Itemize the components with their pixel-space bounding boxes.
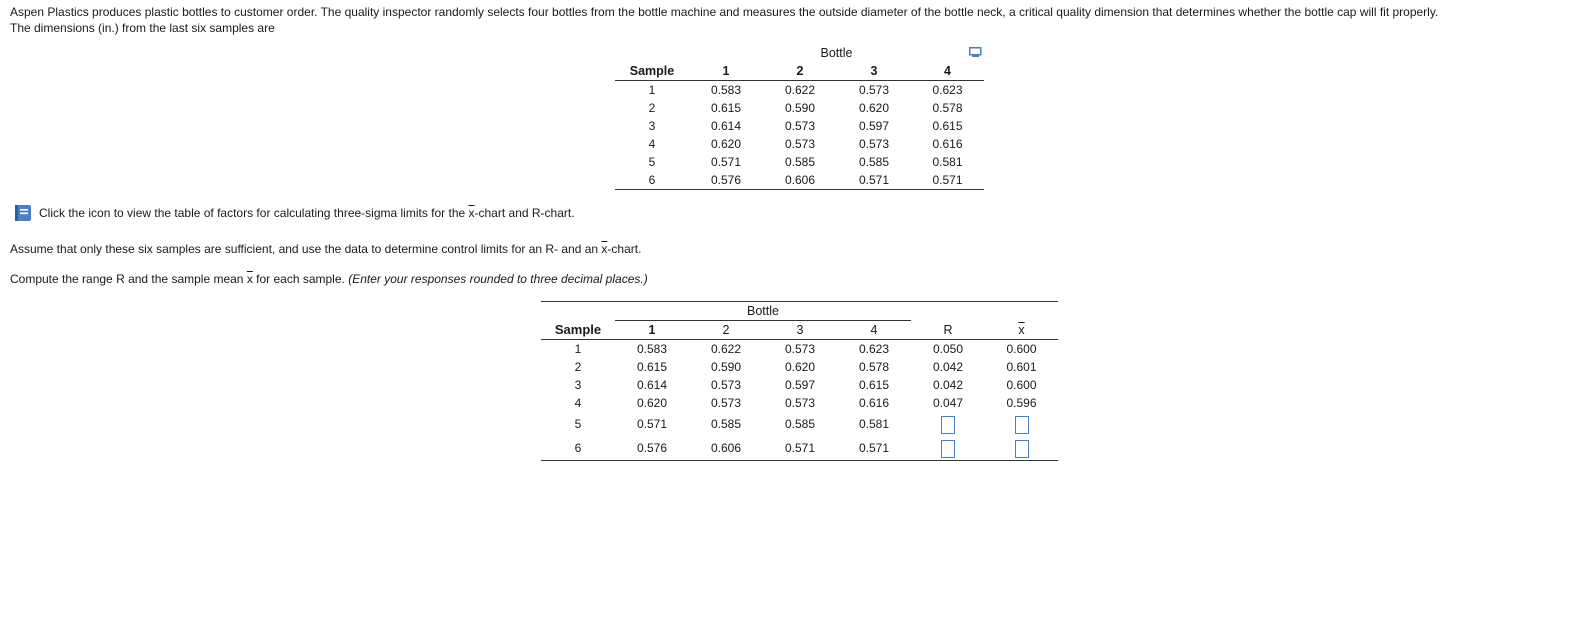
table-cell: 0.585 [784,417,816,431]
sample-number: 4 [648,137,656,151]
table-cell: 0.573 [784,342,816,356]
table-cell: 0.614 [636,378,668,392]
sample-column-header: Sample [541,321,615,340]
sample-data-table [615,44,984,190]
sample-number: 1 [648,83,656,97]
table-cell: 0.576 [615,436,689,461]
table-row [615,81,984,100]
bottle-group-header: Bottle [820,46,853,60]
x-bar-symbol: $\overline{x}$ [246,272,253,286]
table-cell: 0.571 [837,436,911,461]
table-row [541,340,1058,359]
table-row [615,135,984,153]
table-cell: 0.622 [784,83,816,97]
table-cell: 0.622 [710,342,742,356]
table-cell: 0.590 [710,360,742,374]
sample-number: 3 [574,378,582,392]
table-cell: 0.620 [858,101,890,115]
table-row [541,436,1058,461]
range-value: 0.042 [932,360,964,374]
table-cell: 0.615 [858,378,890,392]
table-row [541,358,1058,376]
table-row [541,412,1058,436]
bottle-column-header: 2 [763,62,837,81]
range-input-sample-6[interactable] [941,440,955,458]
x-bar-symbol: $\overline{x}$ [601,242,608,256]
table-cell: 0.573 [858,137,890,151]
range-column-header: R [911,321,985,340]
range-input-sample-5[interactable] [941,416,955,434]
table-cell: 0.620 [710,137,742,151]
table-cell: 0.590 [784,101,816,115]
table-cell: 0.573 [784,137,816,151]
table-cell: 0.620 [784,360,816,374]
table-cell: 0.573 [784,119,816,133]
bottle-column-header: 1 [615,321,689,340]
compute-instruction: Compute the range R and the sample mean $\overline{x}$ for each sample. (Enter your responses rounded to three decimal places.) [10,272,648,286]
table-cell: 0.571 [837,171,911,190]
table-cell: 0.614 [710,119,742,133]
range-value: 0.042 [932,378,964,392]
x-bar-symbol: $\overline{x}$ [468,206,475,220]
table-cell: 0.606 [689,436,763,461]
problem-line-1: Aspen Plastics produces plastic bottles to customer order. The quality inspector randomly selects four bottles from the bottle machine and measures the outside diameter of the bottle neck, a critical quality dimension that determines whether the bottle cap will fit properly. [10,5,1439,19]
table-cell: 0.623 [932,83,963,97]
sample-number: 1 [574,342,582,356]
table-cell: 0.616 [932,137,963,151]
sample-number: 5 [648,155,656,169]
range-value: 0.047 [932,396,964,410]
rounding-instruction: (Enter your responses rounded to three decimal places.) [348,272,648,286]
bottle-column-header: 4 [837,321,911,340]
answer-table [541,301,1058,461]
table-cell: 0.571 [636,417,668,431]
table-cell: 0.623 [858,342,890,356]
table-row [615,99,984,117]
table-cell: 0.578 [858,360,890,374]
mean-input-sample-5[interactable] [1015,416,1029,434]
sample-number: 6 [541,436,615,461]
table-cell: 0.620 [636,396,668,410]
sample-column-header: Sample [615,62,689,81]
table-cell: 0.573 [784,396,816,410]
sample-number: 4 [574,396,582,410]
table-cell: 0.571 [710,155,742,169]
problem-line-2: The dimensions (in.) from the last six samples are [10,21,275,35]
table-cell: 0.616 [858,396,890,410]
table-row [615,117,984,135]
mean-column-header: $\overline{x}$ [985,321,1058,340]
mean-value: 0.601 [1006,360,1037,374]
table-cell: 0.573 [858,83,890,97]
mean-value: 0.600 [1006,378,1037,392]
table-cell: 0.571 [763,436,837,461]
book-icon[interactable] [12,203,34,223]
table-row [541,394,1058,412]
range-value: 0.050 [932,342,964,356]
copy-icon[interactable] [969,47,982,58]
factor-table-link [12,203,575,223]
table-cell: 0.571 [911,171,984,190]
problem-statement [10,4,1438,36]
bottle-group-header: Bottle [615,302,911,321]
table-row [541,376,1058,394]
table-cell: 0.573 [710,378,742,392]
mean-value: 0.600 [1006,342,1037,356]
factor-instruction: Click the icon to view the table of factors for calculating three-sigma limits for the $\overline{x}$-chart and R-chart. [39,206,575,220]
table-cell: 0.615 [710,101,742,115]
table-cell: 0.583 [710,83,742,97]
table-cell: 0.576 [689,171,763,190]
table-cell: 0.606 [763,171,837,190]
mean-input-sample-6[interactable] [1015,440,1029,458]
table-cell: 0.597 [858,119,890,133]
table-cell: 0.583 [636,342,668,356]
table-row [615,153,984,171]
sample-number: 3 [648,119,656,133]
table-cell: 0.615 [636,360,668,374]
sample-number: 5 [574,417,582,431]
table-cell: 0.573 [710,396,742,410]
bottle-column-header: 3 [763,321,837,340]
table-cell: 0.581 [932,155,963,169]
table-cell: 0.585 [784,155,816,169]
sample-number: 6 [615,171,689,190]
table-cell: 0.585 [858,155,890,169]
table-row [615,171,984,190]
bottle-column-header: 3 [837,62,911,81]
table-cell: 0.581 [858,417,890,431]
table-cell: 0.615 [932,119,963,133]
bottle-column-header: 2 [689,321,763,340]
table-cell: 0.578 [932,101,963,115]
bottle-column-header: 1 [689,62,763,81]
mean-value: 0.596 [1006,396,1037,410]
table-cell: 0.597 [784,378,816,392]
sample-number: 2 [574,360,582,374]
sample-number: 2 [648,101,656,115]
table-cell: 0.585 [710,417,742,431]
bottle-column-header: 4 [911,62,984,81]
assume-instruction: Assume that only these six samples are sufficient, and use the data to determine control limits for an R- and an $\overline{x}$-chart. [10,242,642,256]
